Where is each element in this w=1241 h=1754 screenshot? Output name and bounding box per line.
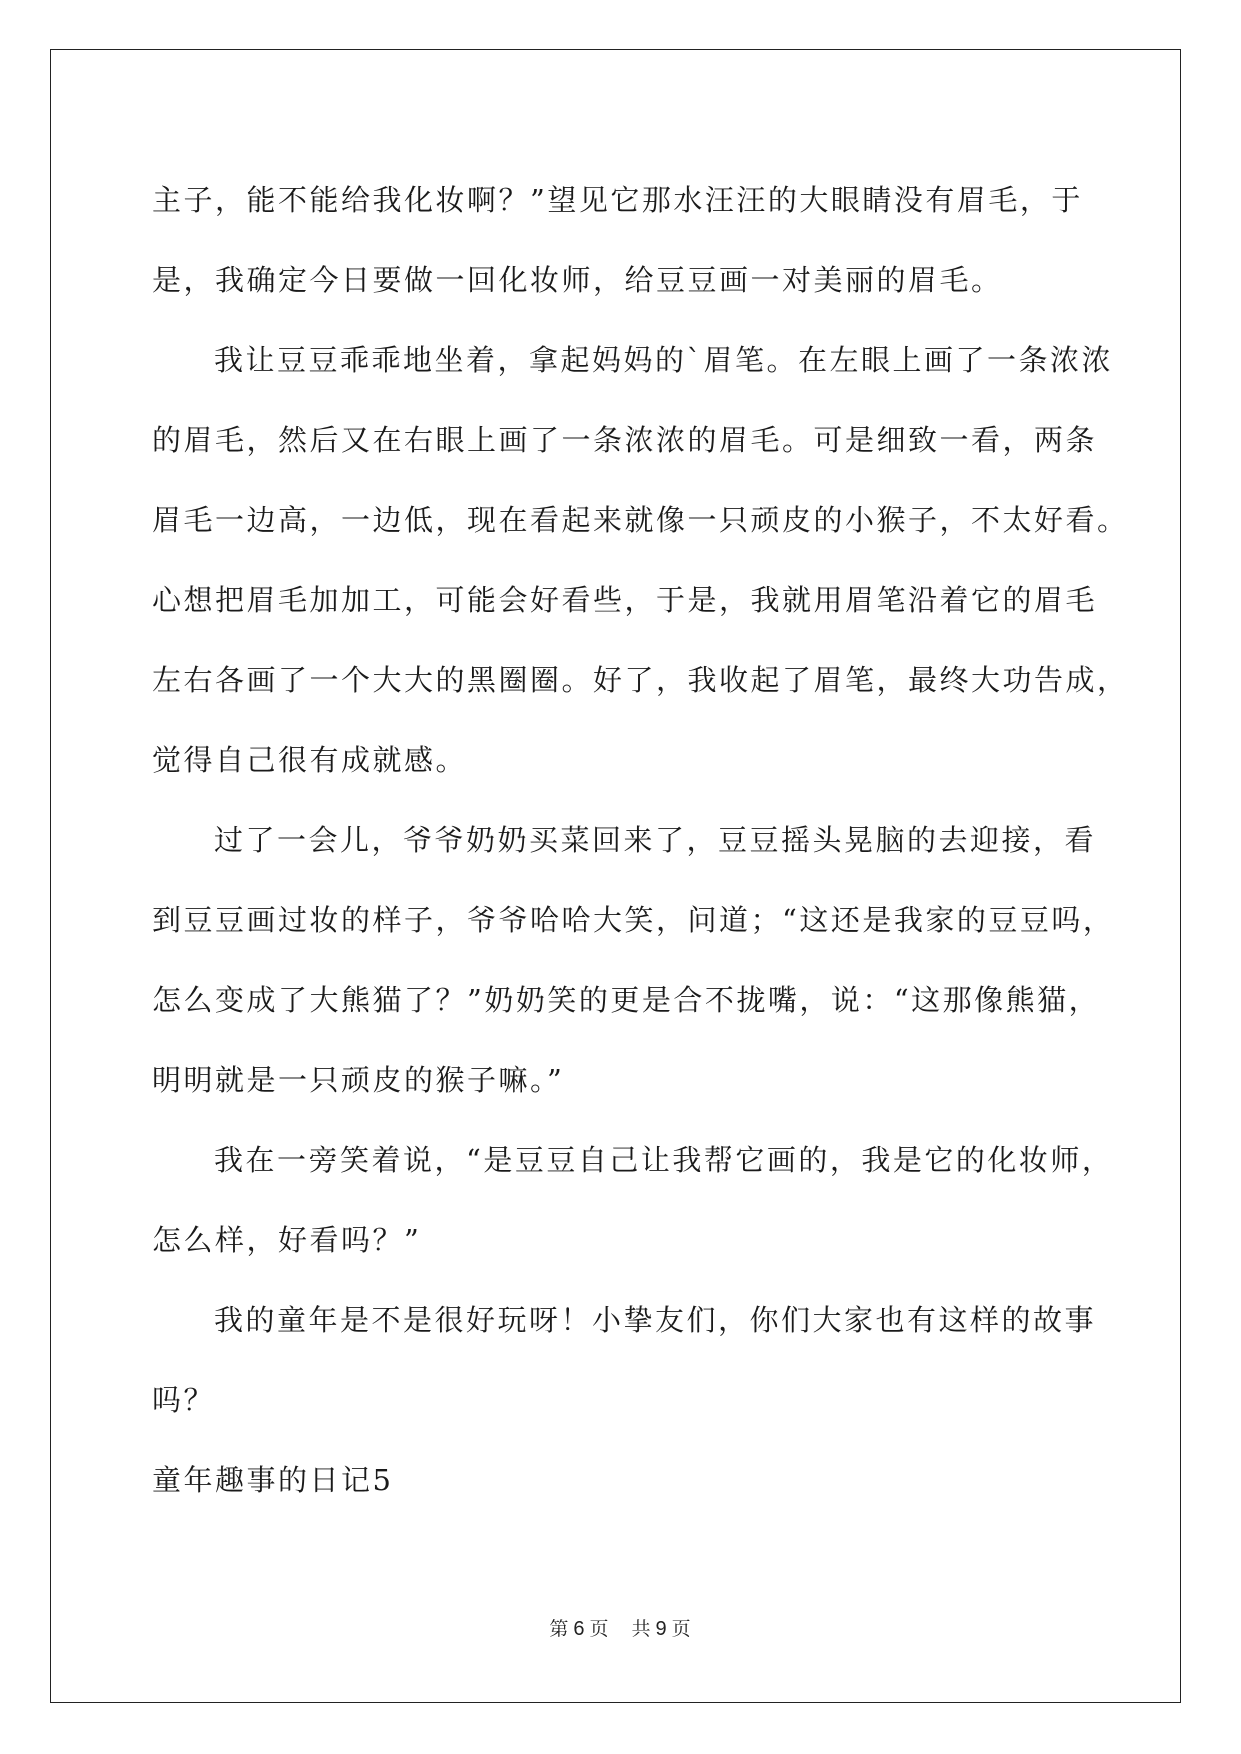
page-number: 6 (573, 1618, 586, 1640)
text-line: 明明就是一只顽皮的猴子嘛。” (152, 1063, 565, 1097)
document-body (152, 160, 1129, 1520)
text-line: 觉得自己很有成就感。 (152, 743, 468, 777)
text-line: 吗？ (152, 1383, 216, 1417)
text-line: 怎么变成了大熊猫了？”奶奶笑的更是合不拢嘴，说：“这那像熊猫， (152, 983, 1101, 1017)
paragraph-start-line: 过了一会儿，爷爷奶奶买菜回来了，豆豆摇头晃脑的去迎接，看 (214, 823, 1097, 857)
page-footer (0, 1614, 1241, 1641)
section-heading: 童年趣事的日记5 (152, 1463, 394, 1497)
paragraph-start-line: 我让豆豆乖乖地坐着，拿起妈妈的`眉笔。在左眼上画了一条浓浓 (214, 343, 1114, 377)
text-line: 怎么样，好看吗？” (152, 1223, 422, 1257)
text-line: 主子，能不能给我化妆啊？”望见它那水汪汪的大眼睛没有眉毛，于 (152, 183, 1083, 217)
total-pages: 9 (655, 1618, 668, 1640)
text-line: 左右各画了一个大大的黑圈圈。好了，我收起了眉笔，最终大功告成， (152, 663, 1129, 697)
paragraph-start-line: 我在一旁笑着说，“是豆豆自己让我帮它画的，我是它的化妆师， (214, 1143, 1114, 1177)
total-suffix: 页 (671, 1618, 692, 1640)
text-line: 的眉毛，然后又在右眼上画了一条浓浓的眉毛。可是细致一看，两条 (152, 423, 1098, 457)
total-prefix: 共 (631, 1618, 652, 1640)
page-prefix: 第 (549, 1618, 570, 1640)
paragraph-start-line: 我的童年是不是很好玩呀！小挚友们，你们大家也有这样的故事 (214, 1303, 1097, 1337)
text-line: 到豆豆画过妆的样子，爷爷哈哈大笑，问道；“这还是我家的豆豆吗， (152, 903, 1115, 937)
text-line: 是，我确定今日要做一回化妆师，给豆豆画一对美丽的眉毛。 (152, 263, 1003, 297)
page-suffix: 页 (589, 1618, 610, 1640)
text-line: 心想把眉毛加加工，可能会好看些，于是，我就用眉笔沿着它的眉毛 (152, 583, 1098, 617)
text-line: 眉毛一边高，一边低，现在看起来就像一只顽皮的小猴子，不太好看。 (152, 503, 1129, 537)
